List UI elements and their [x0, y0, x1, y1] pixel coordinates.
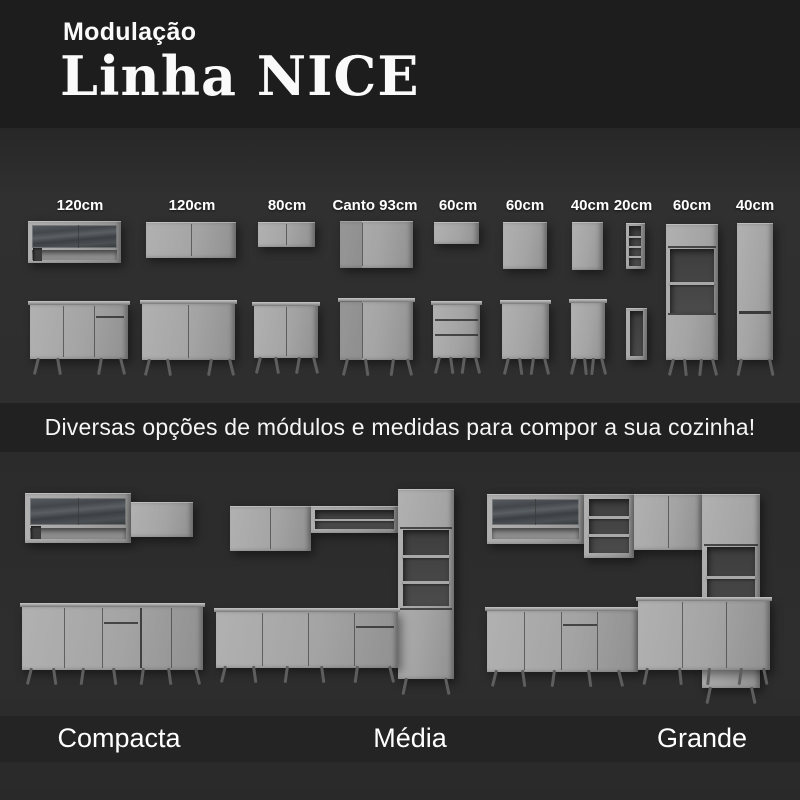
module-size-label: 40cm — [570, 197, 610, 214]
grande-wall-glass-cabinet — [487, 494, 584, 544]
grande-base-right-run — [638, 600, 770, 670]
kitchen-label-compacta: Compacta — [57, 723, 181, 753]
tower-cabinet-60 — [666, 224, 718, 360]
media-wall-cabinet — [230, 506, 311, 551]
module-size-label: 20cm — [613, 197, 653, 214]
base-cabinet-120 — [142, 303, 235, 360]
module-size-label: 80cm — [267, 197, 307, 214]
compacta-wall-glass-cabinet — [25, 493, 131, 543]
page-title: Linha NICE — [60, 44, 420, 108]
grande-wall-cabinet — [634, 494, 702, 550]
compacta-base-run — [22, 606, 203, 670]
kitchen-label-grande: Grande — [656, 723, 748, 753]
base-cabinet-120-drawer — [30, 304, 128, 359]
module-size-label: 120cm — [56, 197, 104, 214]
media-tower-cabinet — [398, 489, 454, 679]
grande-wall-corner-shelf — [584, 494, 634, 558]
banner-text: Diversas opções de módulos e medidas para compor a sua cozinha! — [44, 414, 756, 440]
wall-cabinet-40 — [572, 222, 603, 270]
compacta-wall-cabinet — [131, 502, 193, 537]
media-wall-open-shelf — [311, 506, 398, 533]
wall-cabinet-120 — [146, 222, 236, 258]
kitchen-label-media: Média — [373, 723, 447, 753]
module-size-label: 60cm — [438, 197, 478, 214]
module-size-label: 120cm — [168, 197, 216, 214]
module-size-label: Canto 93cm — [332, 197, 418, 214]
wall-shelf-20 — [626, 223, 645, 269]
wall-cabinet-60 — [503, 222, 547, 269]
base-cabinet-corner — [340, 301, 413, 360]
banner-strip — [0, 403, 800, 452]
module-size-label: 60cm — [505, 197, 545, 214]
module-size-label: 40cm — [735, 197, 775, 214]
wall-cabinet-120-glass — [28, 221, 121, 263]
grande-base-left-run — [487, 610, 638, 672]
header-subtitle: Modulação — [63, 18, 197, 46]
base-cabinet-40 — [571, 302, 605, 359]
tower-cabinet-40 — [737, 223, 773, 360]
base-shelf-20 — [626, 308, 647, 360]
wall-cabinet-corner — [340, 221, 413, 268]
media-base-run — [216, 611, 398, 668]
base-cabinet-80 — [254, 305, 318, 358]
module-size-label: 60cm — [672, 197, 712, 214]
base-cabinet-drawers — [433, 304, 480, 358]
wall-cabinet-80 — [258, 222, 315, 247]
wall-cabinet-60-low — [434, 222, 479, 244]
base-cabinet-60 — [502, 303, 549, 359]
